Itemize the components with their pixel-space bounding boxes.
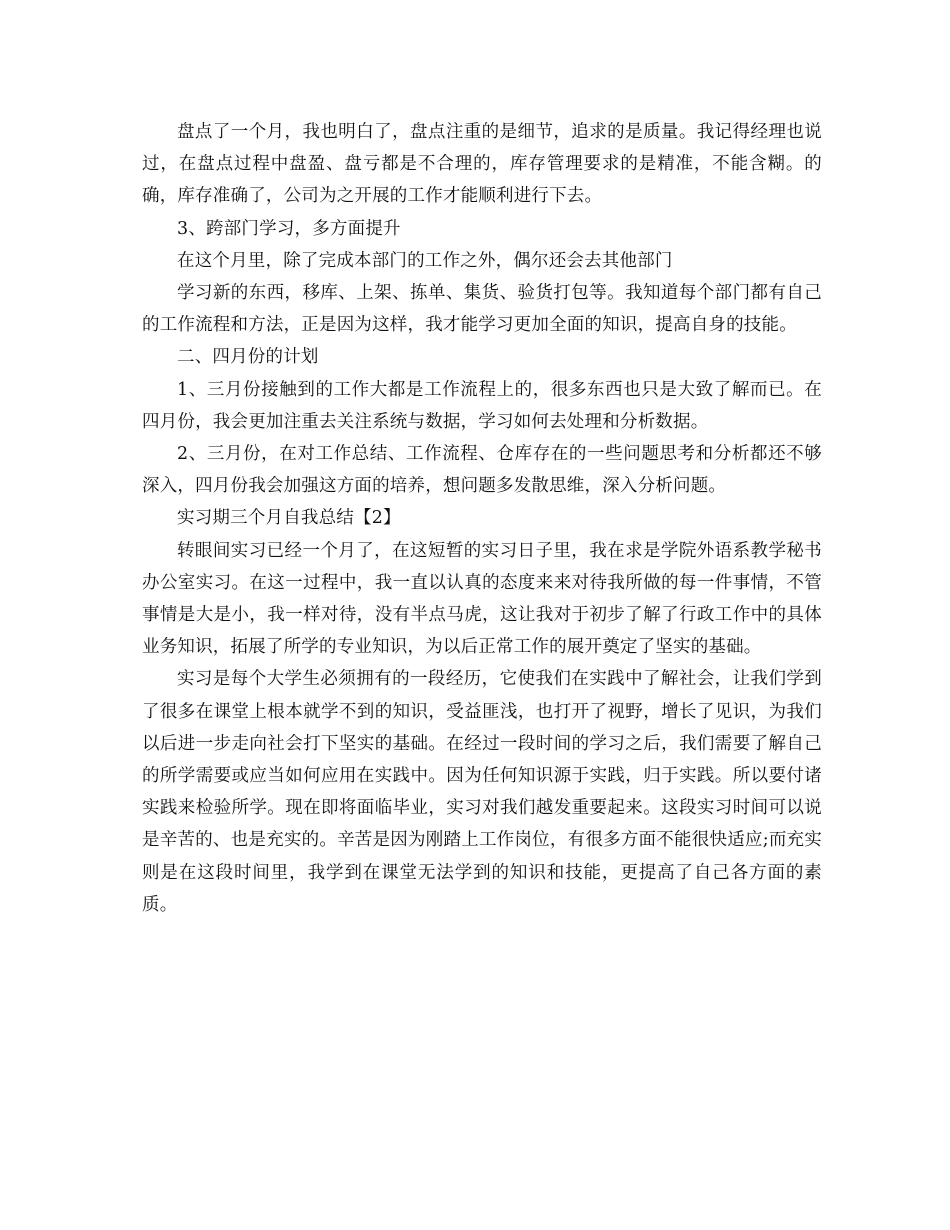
document-body [142,116,822,921]
paragraph-other-departments: 在这个月里，除了完成本部门的工作之外，偶尔还会去其他部门 [177,250,673,271]
paragraph-plan-item-1: 1、三月份接触到的工作大都是工作流程上的，很多东西也只是大致了解而已。在四月份，我会更加注重去关注系统与数据，学习如何去处理和分析数据。 [142,379,822,432]
paragraph-inventory-summary: 盘点了一个月，我也明白了，盘点注重的是细节，追求的是质量。我记得经理也说过，在盘点过程中盘盈、盘亏都是不合理的，库存管理要求的是精准，不能含糊。的确，库存准确了，公司为之开展的工作才能顺利进行下去。 [142,122,822,207]
paragraph-internship-experience: 实习是每个大学生必须拥有的一段经历，它使我们在实践中了解社会，让我们学到了很多在课堂上根本就学不到的知识，受益匪浅，也打开了视野，增长了见识，为我们以后进一步走向社会打下坚实的基础。在经过一段时间的学习之后，我们需要了解自己的所学需要或应当如何应用在实践中。因为任何知识源于实践，归于实践。所以要付诸实践来检验所学。现在即将面临毕业，实习对我们越发重要起来。这段实习时间可以说是辛苦的、也是充实的。辛苦是因为刚踏上工作岗位，有很多方面不能很快适应;而充实则是在这段时间里，我学到在课堂无法学到的知识和技能，更提高了自己各方面的素质。 [142,669,822,915]
paragraph-internship-one-month: 转眼间实习已经一个月了，在这短暂的实习日子里，我在求是学院外语系教学秘书办公室实习。在这一过程中，我一直以认真的态度来来对待我所做的每一件事情，不管事情是大是小，我一样对待，没有半点马虎，这让我对于初步了解了行政工作中的具体业务知识，拓展了所学的专业知识，为以后正常工作的展开奠定了坚实的基础。 [142,540,822,658]
section-heading-cross-department: 3、跨部门学习，多方面提升 [177,218,401,239]
section-heading-summary-2: 实习期三个月自我总结【2】 [177,508,401,529]
section-heading-april-plan: 二、四月份的计划 [177,347,319,368]
paragraph-learning-new-things: 学习新的东西，移库、上架、拣单、集货、验货打包等。我知道每个部门都有自己的工作流程和方法，正是因为这样，我才能学习更加全面的知识，提高自身的技能。 [142,283,822,336]
paragraph-plan-item-2: 2、三月份，在对工作总结、工作流程、仓库存在的一些问题思考和分析都还不够深入，四月份我会加强这方面的培养，想问题多发散思维，深入分析问题。 [142,444,822,497]
